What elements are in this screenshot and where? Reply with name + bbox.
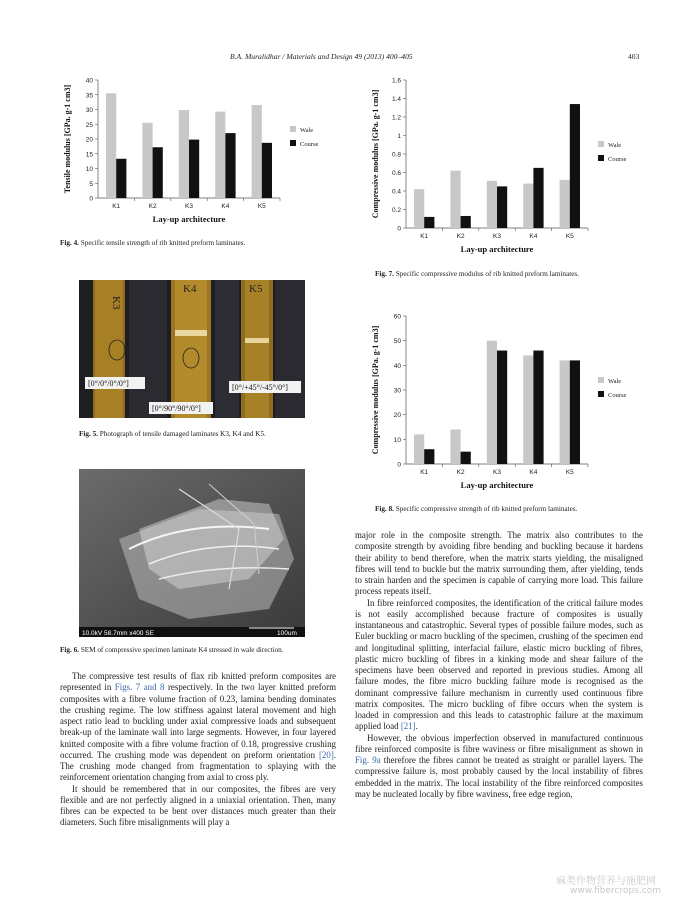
bar-course-k3 xyxy=(497,186,507,228)
y-tick-label: 1 xyxy=(397,133,401,140)
x-tick-label: K4 xyxy=(221,203,230,210)
fig7-caption-text: Specific compressive modulus of rib knitted preform laminates. xyxy=(395,270,580,278)
legend-label-course: Course xyxy=(300,141,319,148)
figs-7-8-link[interactable]: Figs. 7 and 8 xyxy=(114,682,165,693)
y-tick-label: 10 xyxy=(393,436,401,444)
fig6-label: Fig. 6. xyxy=(60,646,79,654)
y-tick-label: 60 xyxy=(393,313,401,321)
legend-label-course: Course xyxy=(608,156,627,163)
fig8-caption xyxy=(375,505,655,514)
x-tick-label: K2 xyxy=(456,469,465,476)
fig5-mark-k3: K3 xyxy=(110,296,122,310)
y-tick-label: 30 xyxy=(85,107,93,114)
x-tick-label: K2 xyxy=(456,233,465,240)
bar-course-k5 xyxy=(570,360,580,464)
right-p3-text-a: However, the obvious imperfection observed in manufactured continuous fibre reinforced composite is fibre waviness or fibre misalignment as shown in xyxy=(355,732,643,754)
fig6-sem-image xyxy=(79,469,305,637)
left-p1-text-c: . The crushing mode changed from fragmentation to splaying with the reinforcement orientation changing from axial to cross ply. xyxy=(60,749,336,783)
fig4-caption-text: Specific tensile strength of rib knitted preform laminates. xyxy=(80,239,246,247)
x-tick-label: K5 xyxy=(565,469,574,476)
fig5-overlay-2: [0°/90°/90°/0°] xyxy=(152,404,201,413)
bar-course-k2 xyxy=(461,452,471,464)
fig6-caption xyxy=(60,646,350,655)
bar-wale-k5 xyxy=(560,360,570,464)
x-tick-label: K1 xyxy=(420,469,429,476)
bar-wale-k5 xyxy=(560,180,570,228)
right-paragraph-1: major role in the composite strength. The matrix also contributes to the composite strength by avoiding fibre bending and buckling because it hardens their ability to bend therefore, when the matrix starts yielding, the misaligned fibres will tend to buckle but the matrix surrounding them, after yielding, tends to strain harden and the specimen is capable of carrying more load. This failure process repeats itself. xyxy=(355,530,643,597)
ref-20-link[interactable]: [20] xyxy=(318,749,334,760)
bar-course-k4 xyxy=(533,168,543,228)
y-axis-title: Compressive modulus [GPa. g-1 cm3] xyxy=(371,325,380,455)
y-tick-label: 30 xyxy=(393,387,401,395)
legend-swatch-course xyxy=(598,155,604,161)
x-axis-title: Lay-up architecture xyxy=(460,244,534,254)
bar-course-k4 xyxy=(225,133,235,198)
legend-swatch-course xyxy=(598,391,604,397)
fig5-label: Fig. 5. xyxy=(79,430,98,438)
x-tick-label: K2 xyxy=(148,203,157,210)
right-paragraph-2 xyxy=(355,598,643,733)
right-p2-text-b: . xyxy=(415,721,418,732)
y-tick-label: 20 xyxy=(85,136,93,144)
x-tick-label: K3 xyxy=(493,469,501,476)
x-axis-title: Lay-up architecture xyxy=(152,214,226,224)
legend-label-wale: Wale xyxy=(608,378,622,385)
y-tick-label: 20 xyxy=(393,412,401,420)
bar-wale-k2 xyxy=(142,123,152,198)
bar-course-k2 xyxy=(461,216,471,228)
y-tick-label: 40 xyxy=(85,77,93,85)
fig4-label: Fig. 4. xyxy=(60,239,79,247)
bar-wale-k4 xyxy=(523,184,533,228)
y-tick-label: 0 xyxy=(89,195,93,203)
left-column-text xyxy=(60,671,336,829)
ref-21-link[interactable]: [21] xyxy=(400,721,416,732)
y-axis-title: Compressive modulus [GPa. g-1 cm3] xyxy=(371,89,380,219)
bar-wale-k3 xyxy=(487,181,497,228)
y-tick-label: 40 xyxy=(393,362,401,370)
left-p1-text-a: The compressive test results of flax rib knitted preform composites are represented in xyxy=(60,671,336,693)
bar-course-k4 xyxy=(533,351,543,464)
x-tick-label: K5 xyxy=(257,203,266,210)
fig7-label: Fig. 7. xyxy=(375,270,394,278)
fig5-photo xyxy=(79,280,305,418)
y-axis-title: Tensile modulus [GPa. g-1 cm3] xyxy=(63,84,72,194)
bar-course-k1 xyxy=(116,159,126,198)
y-tick-label: 25 xyxy=(85,121,93,129)
y-tick-label: 10 xyxy=(85,166,93,173)
legend-label-course: Course xyxy=(608,392,627,399)
bar-course-k5 xyxy=(570,104,580,228)
y-tick-label: 0.2 xyxy=(391,207,401,214)
y-tick-label: 0.4 xyxy=(391,188,401,196)
running-head: B.A. Muralidhar / Materials and Design 49 (2013) 400–405 xyxy=(230,52,413,61)
legend-label-wale: Wale xyxy=(608,142,622,149)
x-tick-label: K5 xyxy=(565,233,574,240)
fig8-label: Fig. 8. xyxy=(375,505,394,513)
legend-swatch-wale xyxy=(598,141,604,147)
fig5-overlay-3: [0°/+45°/-45°/0°] xyxy=(232,383,288,392)
y-tick-label: 0 xyxy=(397,461,401,469)
watermark-url: www.fibercrops.com xyxy=(570,886,661,896)
legend-swatch-course xyxy=(290,140,296,146)
bar-wale-k3 xyxy=(179,110,189,198)
fig4-caption xyxy=(60,239,340,248)
x-tick-label: K1 xyxy=(420,233,429,240)
bar-course-k5 xyxy=(262,143,272,198)
y-tick-label: 35 xyxy=(85,92,93,100)
left-p1-text-b: respectively. In the two layer knitted preform composites with a fibre volume fraction of 0.23, lamina bending dominates the crushing regime. The low stiffness against lateral movement and high aspect ratio lead to buckling under axial compressive loads and subsequent break-up of the laminate wall into large segments. However, in four layered knitted composite with a fibre volume fraction of 0.18, progressive crushing occurred. The crushing mode was dependent on preform orientation xyxy=(60,682,336,760)
fig5-photo-drawing xyxy=(79,280,305,418)
fig5-mark-k5: K5 xyxy=(249,283,263,295)
x-tick-label: K4 xyxy=(529,233,538,240)
fig8-chart xyxy=(368,308,648,498)
fig6-caption-text: SEM of compressive specimen laminate K4 stressed in wale direction. xyxy=(80,646,284,654)
left-paragraph-1 xyxy=(60,671,336,784)
fig6-scale-label: 100um xyxy=(277,630,297,637)
y-tick-label: 0.8 xyxy=(391,151,401,159)
legend-label-wale: Wale xyxy=(300,127,314,134)
right-paragraph-3 xyxy=(355,733,643,801)
bar-course-k3 xyxy=(497,351,507,464)
bar-wale-k1 xyxy=(414,189,424,228)
bar-wale-k1 xyxy=(414,434,424,464)
fig-9a-link[interactable]: Fig. 9a xyxy=(355,755,381,765)
bar-wale-k2 xyxy=(450,171,460,228)
x-tick-label: K3 xyxy=(185,203,193,210)
y-tick-label: 5 xyxy=(89,180,93,188)
bar-course-k3 xyxy=(189,140,199,198)
page-number: 403 xyxy=(628,52,640,61)
fig5-caption xyxy=(79,430,339,439)
fig8-caption-text: Specific compressive strength of rib knitted preform laminates. xyxy=(395,505,578,513)
fig6-info-bar: 10.0kV 58.7mm x400 SE xyxy=(82,630,154,637)
bar-wale-k1 xyxy=(106,93,116,198)
bar-course-k1 xyxy=(424,449,434,464)
bar-wale-k4 xyxy=(215,112,225,198)
x-tick-label: K1 xyxy=(112,203,121,210)
fig7-chart xyxy=(368,72,648,262)
right-p2-text-a: In fibre reinforced composites, the identification of the critical failure modes is not easily accomplished because fracture of composites is usually instantaneous and catastrophic. Several types of possible failure modes, such as Euler buckling or macro buckling of the specimen, crushing of the specimen end and longitudinal splitting, interfacial failure, elastic micro buckling of fibres, plastic micro buckling of fibres in a kinking mode and shear failure of the specimens have been observed and reported in previous studies. Among all failure modes, the fibre micro buckling failure mode is recognised as the dominant compressive failure mechanism in currently used continuous fibre matrix composites. The micro buckling of fibre occurs when the system is loaded in compression and this leads to catastrophic failure at the maximum applied load xyxy=(355,597,643,732)
legend-swatch-wale xyxy=(598,377,604,383)
x-tick-label: K3 xyxy=(493,233,501,240)
legend-swatch-wale xyxy=(290,126,296,132)
fig5-mark-k4: K4 xyxy=(183,283,197,295)
y-tick-label: 0 xyxy=(397,225,401,233)
y-tick-label: 1.2 xyxy=(391,114,401,122)
fig5-overlay-1: [0°/0°/0°/0°] xyxy=(88,379,129,388)
x-axis-title: Lay-up architecture xyxy=(460,480,534,490)
left-paragraph-2: It should be remembered that in our composites, the fibres are very flexible and are not perfectly aligned in a uniaxial orientation. Then, many fibres can be expected to be bent over distances much greater than their diameters. Such fibre misalignments will play a xyxy=(60,783,336,828)
y-tick-label: 15 xyxy=(85,151,93,159)
bar-course-k2 xyxy=(153,147,163,198)
bar-wale-k4 xyxy=(523,355,533,464)
watermark-cn: 麻类作物营养与施肥网 xyxy=(556,876,656,887)
x-tick-label: K4 xyxy=(529,469,538,476)
bar-wale-k5 xyxy=(252,105,262,198)
fig7-caption xyxy=(375,270,655,279)
fig6-sem-drawing xyxy=(79,469,305,637)
y-tick-label: 1.4 xyxy=(391,96,401,103)
right-column-text xyxy=(355,530,643,800)
bar-course-k1 xyxy=(424,217,434,228)
bar-wale-k2 xyxy=(450,429,460,464)
bar-wale-k3 xyxy=(487,341,497,464)
fig4-chart xyxy=(60,72,340,232)
y-tick-label: 50 xyxy=(393,338,401,346)
y-tick-label: 0.6 xyxy=(391,170,401,177)
right-p3-text-b: therefore the fibres cannot be treated as straight or parallel layers. The compressive failure is, most probably caused by the local instability of fibres embedded in the matrix. The local instability of the fibre reinforced composites may be nucleated locally by fibre waviness, free edge region, xyxy=(355,755,643,799)
fig5-caption-text: Photograph of tensile damaged laminates K3, K4 and K5. xyxy=(99,430,266,438)
y-tick-label: 1.6 xyxy=(391,77,401,85)
